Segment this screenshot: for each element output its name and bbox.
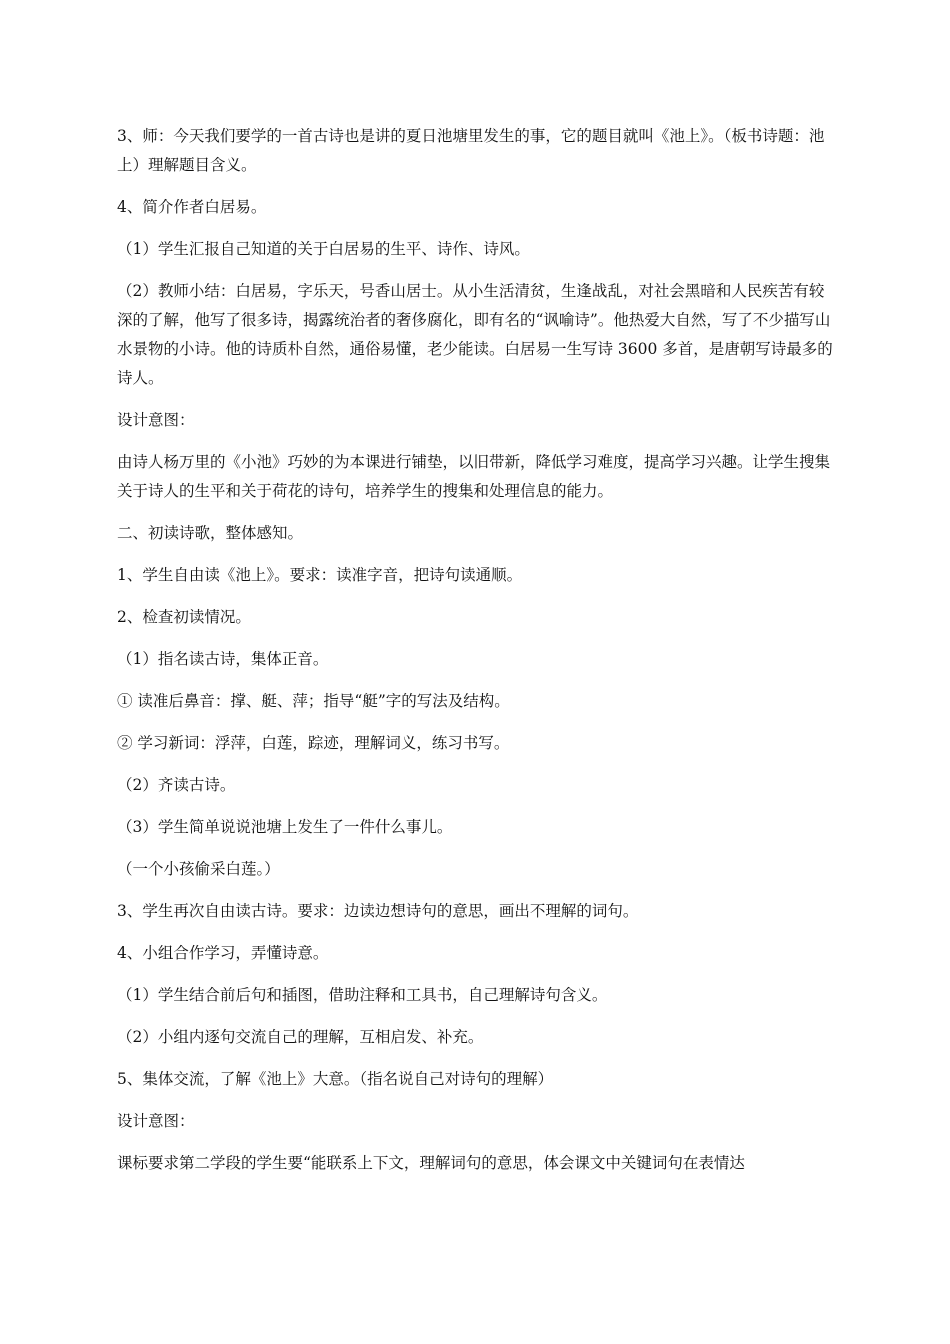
document-body	[117, 122, 839, 1191]
section-heading-first-reading: 二、初读诗歌，整体感知。	[117, 524, 304, 542]
paragraph-step-2-2: （2）齐读古诗。	[117, 776, 236, 794]
paragraph-design-intent-text: 由诗人杨万里的《小池》巧妙的为本课进行铺垫，以旧带新，降低学习难度，提高学习兴趣。让学生搜集关于诗人的生平和关于荷花的诗句，培养学生的搜集和处理信息的能力。	[117, 453, 831, 500]
paragraph-step-4: 4、小组合作学习，弄懂诗意。	[117, 944, 329, 962]
paragraph-student-report: （1）学生汇报自己知道的关于白居易的生平、诗作、诗风。	[117, 240, 530, 258]
paragraph-item-circled-1: ① 读准后鼻音：撑、艇、萍；指导“艇”字的写法及结构。	[117, 692, 510, 710]
paragraph-step-3: 3、学生再次自由读古诗。要求：边读边想诗句的意思，画出不理解的词句。	[117, 902, 639, 920]
paragraph-curriculum-standard: 课标要求第二学段的学生要“能联系上下文，理解词句的意思，体会课文中关键词句在表情达	[117, 1154, 745, 1172]
paragraph-step-2: 2、检查初读情况。	[117, 608, 251, 626]
paragraph-step-1: 1、学生自由读《池上》。要求：读准字音，把诗句读通顺。	[117, 566, 523, 584]
paragraph-step-4-2: （2）小组内逐句交流自己的理解，互相启发、补充。	[117, 1028, 484, 1046]
paragraph-4-author-intro: 4、简介作者白居易。	[117, 198, 267, 216]
paragraph-step-2-3: （3）学生简单说说池塘上发生了一件什么事儿。	[117, 818, 453, 836]
paragraph-3-title-intro: 3、师：今天我们要学的一首古诗也是讲的夏日池塘里发生的事，它的题目就叫《池上》。（板书诗题：池上）理解题目含义。	[117, 127, 825, 174]
paragraph-step-5: 5、集体交流，了解《池上》大意。（指名说自己对诗句的理解）	[117, 1070, 554, 1088]
paragraph-design-intent-label-2: 设计意图：	[117, 1112, 195, 1130]
paragraph-teacher-summary: （2）教师小结：白居易，字乐天，号香山居士。从小生活清贫，生逢战乱，对社会黑暗和人民疾苦有较深的了解，他写了很多诗，揭露统治者的奢侈腐化，即有名的“讽喻诗”。他热爱大自然，写了不少描写山水景物的小诗。他的诗质朴自然，通俗易懂，老少能读。白居易一生写诗 3600 多首，是唐朝写诗最多的诗人。	[117, 282, 833, 387]
paragraph-item-circled-2: ② 学习新词：浮萍，白莲，踪迹，理解词义，练习书写。	[117, 734, 510, 752]
paragraph-step-4-1: （1）学生结合前后句和插图，借助注释和工具书，自己理解诗句含义。	[117, 986, 608, 1004]
paragraph-step-2-1: （1）指名读古诗，集体正音。	[117, 650, 329, 668]
paragraph-answer-note: （一个小孩偷采白莲。）	[117, 860, 280, 878]
paragraph-design-intent-label: 设计意图：	[117, 411, 195, 429]
